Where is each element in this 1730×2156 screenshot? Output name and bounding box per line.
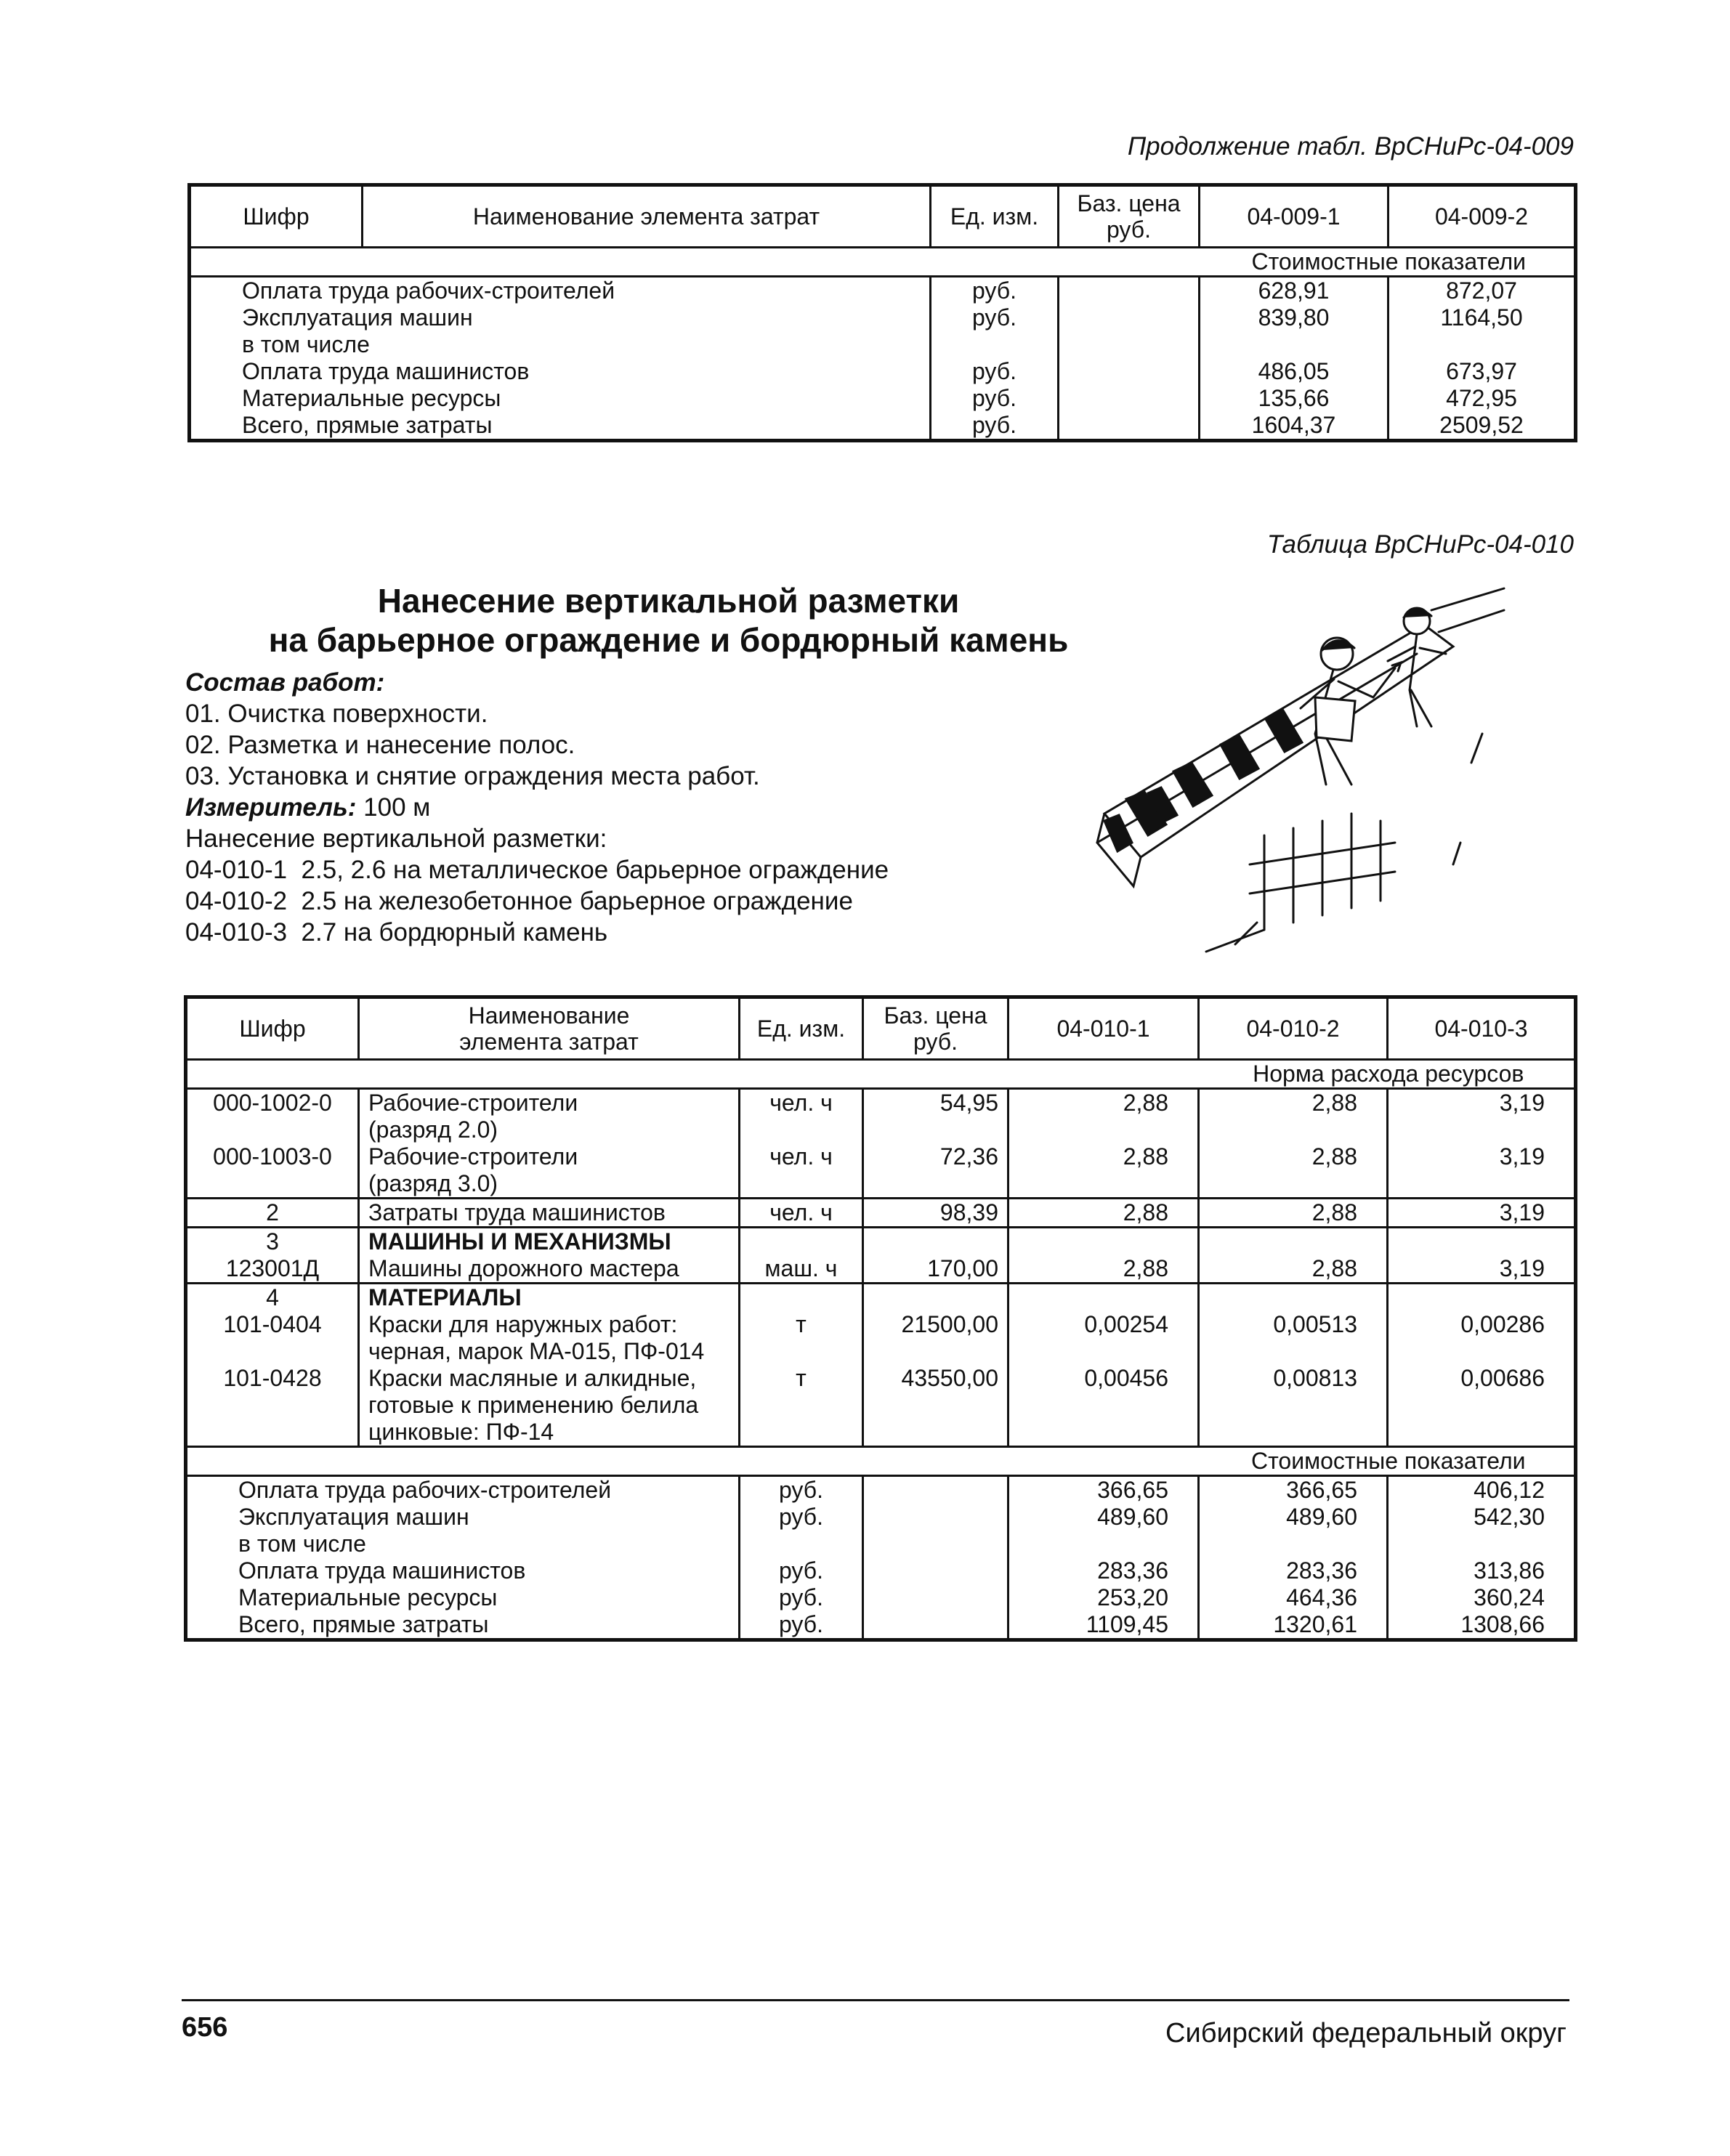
application-item: 04-010-3 2.7 на бордюрный камень: [185, 918, 608, 947]
row-value: 872,07: [1389, 277, 1576, 305]
row-unit: [740, 1531, 863, 1557]
row-value: 542,30: [1388, 1504, 1576, 1531]
section-spacer: [190, 248, 1200, 277]
table-row: [186, 1365, 1576, 1392]
table-row: [186, 1419, 1576, 1447]
row-value: 628,91: [1200, 277, 1389, 305]
row-code: [186, 1116, 359, 1143]
cost-row: [186, 1584, 1576, 1611]
row-name: Затраты труда машинистов: [359, 1199, 740, 1228]
section-row: [186, 1060, 1576, 1089]
row-value: [1009, 1170, 1199, 1199]
row-value: 2,88: [1199, 1255, 1388, 1284]
row-unit: руб.: [931, 358, 1059, 385]
page-number: 656: [182, 2012, 228, 2043]
row-price: 72,36: [863, 1143, 1009, 1170]
row-name: Эксплуатация машин: [242, 304, 473, 331]
row-name: Эксплуатация машин: [238, 1504, 469, 1530]
row-name: Рабочие-строители: [359, 1089, 740, 1117]
row-value: [1388, 1284, 1576, 1312]
row-value: [1199, 1338, 1388, 1365]
row-value: 135,66: [1200, 385, 1389, 412]
row-unit: [740, 1228, 863, 1256]
footer-rule: [182, 1999, 1569, 2001]
row-value: [1199, 1392, 1388, 1419]
row-unit: руб.: [931, 412, 1059, 441]
section-label: Стоимостные показатели: [1200, 248, 1576, 277]
row-price: [1059, 358, 1200, 385]
resource-table-04-010: [184, 995, 1577, 1642]
row-code: [186, 1338, 359, 1365]
row-name: (разряд 3.0): [359, 1170, 740, 1199]
row-price: [1059, 412, 1200, 441]
table-row: [186, 1116, 1576, 1143]
table-row: [190, 358, 1576, 385]
row-value: 489,60: [1009, 1504, 1199, 1531]
row-value: 1109,45: [1009, 1611, 1199, 1640]
meter-label: Измеритель:: [185, 793, 357, 822]
table-row: [186, 1143, 1576, 1170]
table-caption: Таблица ВрСНиРс-04-010: [1266, 530, 1574, 559]
row-value: 486,05: [1200, 358, 1389, 385]
header-unit: Ед. изм.: [740, 997, 863, 1060]
table-row: [186, 1228, 1576, 1256]
row-value: 2,88: [1009, 1089, 1199, 1117]
row-value: [1199, 1531, 1388, 1557]
row-price: [863, 1392, 1009, 1419]
row-value: [1009, 1116, 1199, 1143]
row-value: 1604,37: [1200, 412, 1389, 441]
table-row: [186, 1199, 1576, 1228]
header-col3: 04-010-3: [1388, 997, 1576, 1060]
row-value: 2509,52: [1389, 412, 1576, 441]
row-code: [186, 1392, 359, 1419]
row-value: 3,19: [1388, 1199, 1576, 1228]
row-value: [1388, 1338, 1576, 1365]
section-title: [182, 581, 1155, 660]
row-code: 000-1002-0: [213, 1090, 332, 1116]
row-price: [1059, 331, 1200, 358]
row-name: Краски для наружных работ:: [359, 1311, 740, 1338]
row-value: 2,88: [1009, 1255, 1199, 1284]
row-value: [1009, 1284, 1199, 1312]
section-label: Стоимостные показатели: [1199, 1447, 1576, 1476]
row-code: [186, 1170, 359, 1199]
row-value: [1199, 1419, 1388, 1447]
row-unit: маш. ч: [740, 1255, 863, 1284]
table-row: [190, 277, 1576, 305]
header-code: Шифр: [190, 185, 363, 248]
row-name: МАТЕРИАЛЫ: [359, 1284, 740, 1312]
row-unit: руб.: [931, 304, 1059, 331]
workers-painting-barrier-illustration: [1075, 581, 1511, 959]
section-spacer: [186, 1060, 1199, 1089]
row-value: 472,95: [1389, 385, 1576, 412]
row-price: 54,95: [863, 1089, 1009, 1117]
row-name: Материальные ресурсы: [238, 1584, 498, 1610]
meter-value: 100 м: [356, 793, 431, 822]
row-price: [1059, 304, 1200, 331]
row-price: [863, 1170, 1009, 1199]
title-line-2: на барьерное ограждение и бордюрный камень: [268, 621, 1069, 659]
row-value: [1009, 1419, 1199, 1447]
section-spacer: [186, 1447, 1199, 1476]
row-name: Всего, прямые затраты: [238, 1611, 489, 1637]
section-label: Норма расхода ресурсов: [1199, 1060, 1576, 1089]
row-price: 98,39: [863, 1199, 1009, 1228]
row-name: в том числе: [242, 331, 370, 357]
header-price: Баз. цена руб.: [1059, 185, 1200, 248]
row-name: черная, марок МА-015, ПФ-014: [359, 1338, 740, 1365]
row-value: 3,19: [1388, 1143, 1576, 1170]
footer-region: Сибирский федеральный округ: [1165, 2018, 1567, 2048]
composition-item: 02. Разметка и нанесение полос.: [185, 731, 575, 759]
row-unit: руб.: [740, 1584, 863, 1611]
row-name: Оплата труда рабочих-строителей: [242, 277, 615, 304]
row-value: 0,00686: [1388, 1365, 1576, 1392]
row-value: 2,88: [1009, 1143, 1199, 1170]
row-code: 3: [186, 1228, 359, 1256]
row-value: 0,00456: [1009, 1365, 1199, 1392]
row-value: 673,97: [1389, 358, 1576, 385]
row-unit: руб.: [740, 1476, 863, 1504]
title-line-1: Нанесение вертикальной разметки: [377, 582, 960, 620]
row-name: готовые к применению белила: [359, 1392, 740, 1419]
row-value: [1009, 1228, 1199, 1256]
cost-row: [186, 1557, 1576, 1584]
row-price: [863, 1338, 1009, 1365]
row-code: 101-0404: [223, 1311, 322, 1337]
section-row: [186, 1447, 1576, 1476]
row-value: 0,00254: [1009, 1311, 1199, 1338]
row-unit: [740, 1116, 863, 1143]
row-code: 123001Д: [225, 1255, 320, 1281]
row-unit: руб.: [931, 277, 1059, 305]
table-row: [186, 1170, 1576, 1199]
row-value: [1388, 1116, 1576, 1143]
row-code: 101-0428: [223, 1365, 322, 1391]
row-value: [1009, 1392, 1199, 1419]
row-value: 313,86: [1388, 1557, 1576, 1584]
row-name: Краски масляные и алкидные,: [359, 1365, 740, 1392]
row-name: Оплата труда машинистов: [238, 1557, 526, 1584]
row-value: [1009, 1338, 1199, 1365]
row-value: 253,20: [1009, 1584, 1199, 1611]
row-value: 406,12: [1388, 1476, 1576, 1504]
row-price: [863, 1116, 1009, 1143]
row-unit: руб.: [740, 1504, 863, 1531]
header-col1: 04-010-1: [1009, 997, 1199, 1060]
row-value: [1199, 1284, 1388, 1312]
header-col2: 04-009-2: [1389, 185, 1576, 248]
application-item: 04-010-1 2.5, 2.6 на металлическое барьерное ограждение: [185, 856, 889, 884]
row-value: [1388, 1170, 1576, 1199]
row-code: 000-1003-0: [213, 1143, 332, 1170]
table-row: [190, 385, 1576, 412]
row-value: 0,00286: [1388, 1311, 1576, 1338]
row-name: цинковые: ПФ-14: [359, 1419, 740, 1447]
row-unit: [740, 1392, 863, 1419]
row-unit: [931, 331, 1059, 358]
row-price: [863, 1611, 1009, 1640]
row-value: 1320,61: [1199, 1611, 1388, 1640]
cost-row: [186, 1504, 1576, 1531]
row-value: 0,00813: [1199, 1365, 1388, 1392]
row-code: 2: [186, 1199, 359, 1228]
row-name: Всего, прямые затраты: [242, 412, 493, 438]
row-unit: руб.: [931, 385, 1059, 412]
row-price: [1059, 277, 1200, 305]
row-value: [1200, 331, 1389, 358]
row-value: 366,65: [1199, 1476, 1388, 1504]
section-row: [190, 248, 1576, 277]
row-unit: [740, 1338, 863, 1365]
row-unit: [740, 1284, 863, 1312]
row-unit: руб.: [740, 1611, 863, 1640]
row-value: 489,60: [1199, 1504, 1388, 1531]
header-code: Шифр: [186, 997, 359, 1060]
row-price: [863, 1284, 1009, 1312]
header-col2: 04-010-2: [1199, 997, 1388, 1060]
row-price: 21500,00: [863, 1311, 1009, 1338]
row-price: [863, 1557, 1009, 1584]
row-value: 2,88: [1199, 1199, 1388, 1228]
row-value: 2,88: [1009, 1199, 1199, 1228]
row-value: [1388, 1228, 1576, 1256]
row-name: Материальные ресурсы: [242, 385, 501, 411]
row-unit: т: [740, 1311, 863, 1338]
row-value: 464,36: [1199, 1584, 1388, 1611]
row-price: [863, 1504, 1009, 1531]
row-value: 360,24: [1388, 1584, 1576, 1611]
row-value: [1199, 1228, 1388, 1256]
row-value: [1009, 1531, 1199, 1557]
row-unit: чел. ч: [740, 1143, 863, 1170]
table-row: [190, 304, 1576, 331]
header-price: Баз. цена руб.: [863, 997, 1009, 1060]
row-price: [863, 1419, 1009, 1447]
table-row: [190, 331, 1576, 358]
header-name: Наименование элемента затрат: [363, 185, 931, 248]
row-unit: [740, 1419, 863, 1447]
table-row: [186, 1392, 1576, 1419]
row-value: 0,00513: [1199, 1311, 1388, 1338]
row-unit: [740, 1170, 863, 1199]
application-item: 04-010-2 2.5 на железобетонное барьерное ограждение: [185, 887, 853, 915]
header-unit: Ед. изм.: [931, 185, 1059, 248]
row-unit: руб.: [740, 1557, 863, 1584]
cost-row: [186, 1476, 1576, 1504]
table-row: [186, 1311, 1576, 1338]
table-row: [186, 1089, 1576, 1117]
row-name: Оплата труда рабочих-строителей: [238, 1477, 612, 1503]
row-value: 1164,50: [1389, 304, 1576, 331]
row-value: 366,65: [1009, 1476, 1199, 1504]
composition-item: 03. Установка и снятие ограждения места работ.: [185, 762, 760, 790]
row-code: 4: [186, 1284, 359, 1312]
application-label: Нанесение вертикальной разметки:: [185, 824, 607, 853]
row-price: [1059, 385, 1200, 412]
table-row: [186, 1338, 1576, 1365]
row-code: [186, 1419, 359, 1447]
row-value: 3,19: [1388, 1089, 1576, 1117]
header-name: Наименование элемента затрат: [359, 997, 740, 1060]
row-price: 43550,00: [863, 1365, 1009, 1392]
row-value: [1388, 1419, 1576, 1447]
row-name: Рабочие-строители: [359, 1143, 740, 1170]
row-value: [1388, 1392, 1576, 1419]
row-name: МАШИНЫ И МЕХАНИЗМЫ: [359, 1228, 740, 1256]
row-value: [1388, 1531, 1576, 1557]
row-name: (разряд 2.0): [359, 1116, 740, 1143]
meter-line: [185, 792, 1057, 823]
row-unit: т: [740, 1365, 863, 1392]
row-unit: чел. ч: [740, 1199, 863, 1228]
row-value: 283,36: [1009, 1557, 1199, 1584]
continuation-caption: Продолжение табл. ВрСНиРс-04-009: [1127, 132, 1574, 161]
cost-table-04-009: [187, 183, 1577, 442]
row-unit: чел. ч: [740, 1089, 863, 1117]
work-composition: [185, 667, 1057, 948]
row-price: [863, 1228, 1009, 1256]
table-row: [190, 412, 1576, 441]
composition-label: Состав работ:: [185, 668, 385, 697]
row-value: 839,80: [1200, 304, 1389, 331]
row-name: Машины дорожного мастера: [359, 1255, 740, 1284]
header-col1: 04-009-1: [1200, 185, 1389, 248]
row-value: 2,88: [1199, 1089, 1388, 1117]
table-row: [186, 1284, 1576, 1312]
table-row: [186, 1255, 1576, 1284]
row-value: 283,36: [1199, 1557, 1388, 1584]
cost-row: [186, 1531, 1576, 1557]
row-price: [863, 1476, 1009, 1504]
cost-row: [186, 1611, 1576, 1640]
row-value: 3,19: [1388, 1255, 1576, 1284]
row-value: 1308,66: [1388, 1611, 1576, 1640]
row-price: [863, 1531, 1009, 1557]
row-name: Оплата труда машинистов: [242, 358, 530, 384]
row-price: 170,00: [863, 1255, 1009, 1284]
row-value: [1199, 1116, 1388, 1143]
row-name: в том числе: [238, 1531, 366, 1557]
row-value: [1389, 331, 1576, 358]
row-value: 2,88: [1199, 1143, 1388, 1170]
row-value: [1199, 1170, 1388, 1199]
row-price: [863, 1584, 1009, 1611]
composition-item: 01. Очистка поверхности.: [185, 700, 488, 728]
